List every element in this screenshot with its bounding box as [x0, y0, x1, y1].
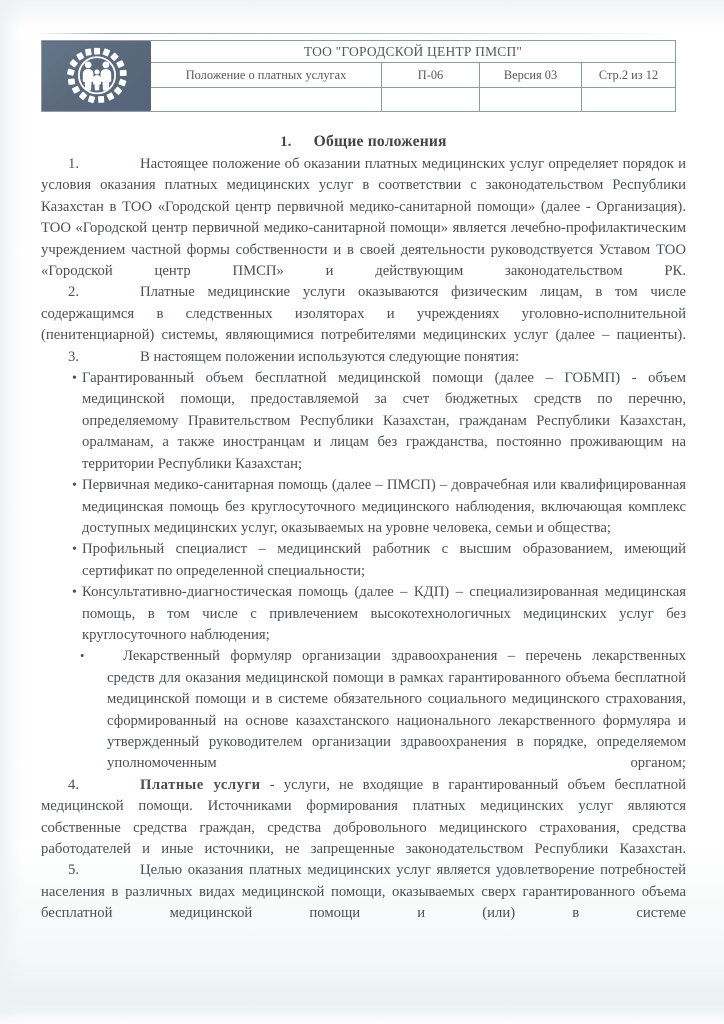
term-text: Консультативно-диагностическая помощь (далее – КДП) – специализированная медицинская помощь, в том числе с привлечением высокотехнологичных медицинских услуг без круглосуточного наблюдения;: [82, 584, 686, 643]
header-spacer-cell-3: [480, 88, 582, 112]
header-spacer-cell-4: [582, 88, 676, 112]
paragraph-4-text: - услуги, не входящие в гарантированный объем бесплатной медицинской помощи. Источниками формирования платных медицинских услуг являются собственные средства граждан, средства добровольного медицинского страхования, средства работодателей и иные источники, не запрещенные законодательством Республики Казахстан.: [41, 776, 686, 857]
paragraph-5-number: 5.: [68, 862, 80, 879]
paragraph-1: [41, 154, 686, 282]
list-item: [41, 475, 686, 539]
term-text: Гарантированный объем бесплатной медицинской помощи (далее – ГОБМП) - объем медицинской помощи, предоставляемой за счет бюджетных средств по перечню, определяемому Правительством Республики Казахстан, гражданам Республики Казахстан, оралманам, а также иностранцам и лицам без гражданства, постоянно проживающим на территории Республики Казахстан;: [82, 370, 686, 472]
paragraph-5-text: Целью оказания платных медицинских услуг является удовлетворение потребностей населения в различных видах медицинской помощи, оказываемых сверх гарантированного объема бесплатной медицинской помощи и (или) в системе: [41, 862, 686, 922]
paragraph-4-number: 4.: [68, 776, 80, 793]
term-text: Профильный специалист – медицинский работник с высшим образованием, имеющий сертификат по определенной специальности;: [82, 541, 686, 579]
header-title-row: [42, 41, 676, 63]
list-item: [41, 582, 686, 646]
paragraph-2-text: Платные медицинские услуги оказываются физическим лицам, в том числе содержащимся в следственных изоляторах и учреждениях уголовно-исполнительной (пенитенциарной) системы, являющимися потребителями медицинских услуг (далее – пациенты).: [41, 284, 686, 344]
paragraph-4-bold-lead: Платные услуги: [140, 776, 261, 793]
paragraph-1-text: Настоящее положение об оказании платных медицинских услуг определяет порядок и условия оказания платных медицинских услуг в соответствии с законодательством Республики Казахстан в ТОО «Городской центр первичной медико-санитарной помощи» (далее - Организация). ТОО «Городской центр первичной медико-санитарной помощи» является лечебно-профилактическим учреждением частной формы собственности и в своей деятельности руководствуется Уставом ТОО «Городской центр ПМСП» и действующим законодательством РК.: [41, 156, 686, 280]
section-number: 1.: [280, 134, 292, 150]
terms-list: [41, 368, 686, 775]
organization-name: ТОО "ГОРОДСКОЙ ЦЕНТР ПМСП": [151, 41, 676, 63]
document-header-table: [41, 40, 676, 112]
paragraph-2: [41, 282, 686, 346]
paragraph-2-number: 2.: [68, 284, 80, 301]
section-title-text: Общие положения: [313, 133, 447, 150]
page-title: [41, 133, 686, 151]
term-text: Первичная медико-санитарная помощь (далее – ПМСП) – доврачебная или квалифицированная медицинская помощь без круглосуточного медицинского наблюдения, включающая комплекс доступных медицинских услуг, оказываемых на уровне человека, семьи и общества;: [82, 477, 686, 536]
header-spacer-cell-2: [382, 88, 480, 112]
paragraph-1-number: 1.: [68, 156, 80, 172]
list-item: [41, 539, 686, 582]
document-title-cell: Положение о платных услугах: [151, 63, 382, 88]
paragraph-4: [41, 775, 686, 861]
document-version-cell: Версия 03: [480, 63, 582, 88]
document-code-cell: П-06: [382, 63, 480, 88]
list-item: [41, 646, 686, 774]
paragraph-5: [41, 860, 686, 924]
document-body: [41, 133, 686, 925]
paragraph-3: [41, 347, 686, 368]
paragraph-3-number: 3.: [68, 348, 80, 365]
family-in-ring-logo-icon: [42, 42, 151, 110]
page-number-cell: Стр.2 из 12: [582, 63, 676, 88]
logo-cell: [42, 41, 151, 112]
paragraph-3-text: В настоящем положении используются следующие понятия:: [140, 348, 520, 365]
list-item: [41, 368, 686, 475]
header-spacer-cell-1: [151, 88, 382, 112]
term-text: Лекарственный формуляр организации здравоохранения – перечень лекарственных средств для оказания медицинской помощи в рамках гарантированного объема бесплатной медицинской помощи и в системе обязательного социального медицинского страхования, сформированный на основе казахстанского национального лекарственного формуляра и утвержденный руководителем организации здравоохранения в порядке, определяемом уполномоченным органом;: [107, 648, 686, 772]
